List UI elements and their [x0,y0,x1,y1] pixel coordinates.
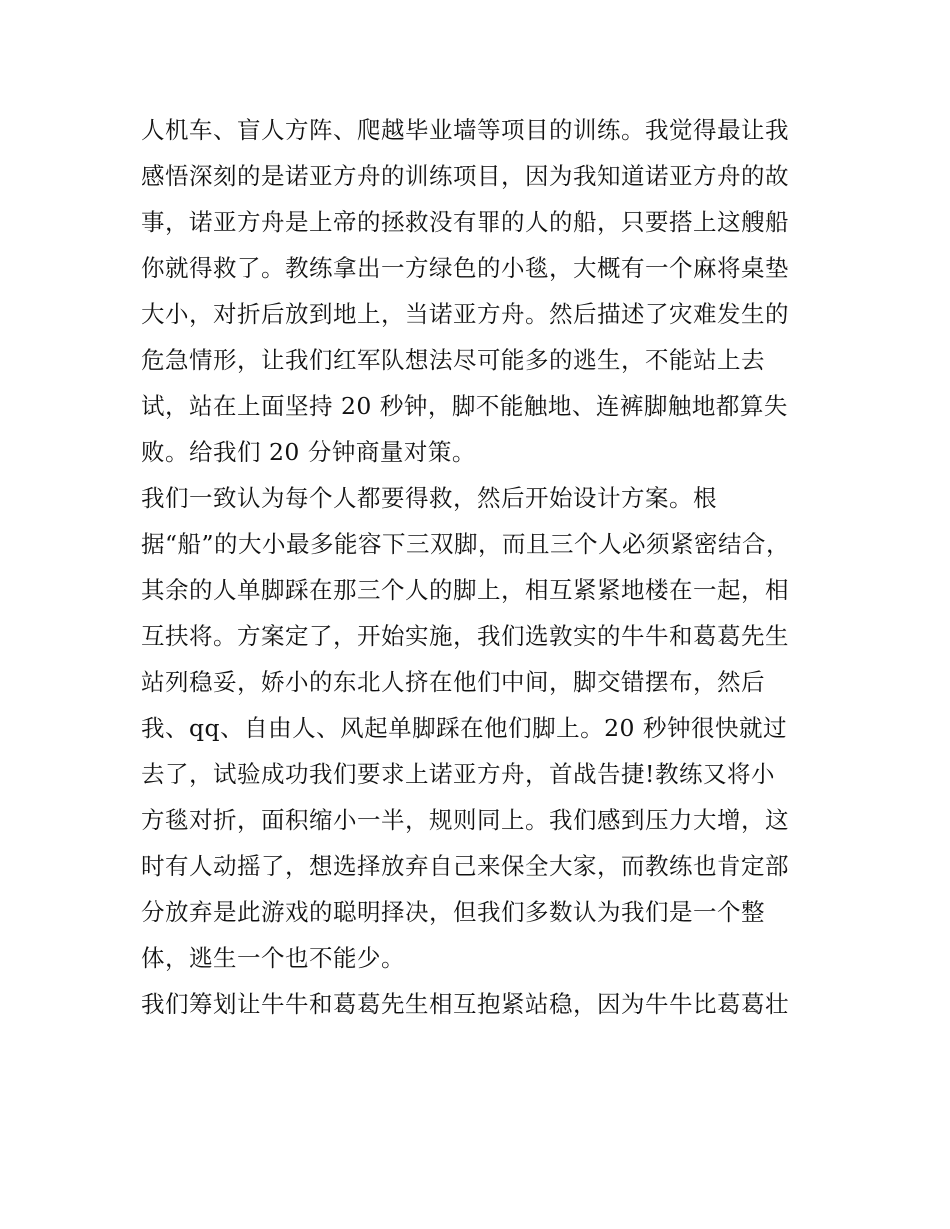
text-line: 人机车、盲人方阵、爬越毕业墙等项目的训练。我觉得最让我 [141,116,789,144]
text-line: 体，逃生一个也不能少。 [141,944,405,972]
text-line: 危急情形，让我们红军队想法尽可能多的逃生，不能站上去 [141,346,765,374]
text-line: 我们筹划让牛牛和葛葛先生相互抱紧站稳，因为牛牛比葛葛壮 [141,990,789,1018]
text-line: 试，站在上面坚持 20 秒钟，脚不能触地、连裤脚触地都算失 [141,392,788,420]
text-line: 你就得救了。教练拿出一方绿色的小毯，大概有一个麻将桌垫 [141,254,789,282]
text-line: 败。给我们 20 分钟商量对策。 [141,438,476,466]
text-line: 事，诺亚方舟是上帝的拯救没有罪的人的船，只要搭上这艘船 [141,208,789,236]
body-text [141,107,821,1027]
text-line: 我、qq、自由人、风起单脚踩在他们脚上。20 秒钟很快就过 [141,714,787,742]
text-line: 其余的人单脚踩在那三个人的脚上，相互紧紧地楼在一起，相 [141,576,789,604]
text-line: 大小，对折后放到地上，当诺亚方舟。然后描述了灾难发生的 [141,300,789,328]
text-line: 据“船”的大小最多能容下三双脚，而且三个人必须紧密结合， [141,530,791,558]
text-line: 感悟深刻的是诺亚方舟的训练项目，因为我知道诺亚方舟的故 [141,162,789,190]
text-line: 去了，试验成功我们要求上诺亚方舟，首战告捷!教练又将小 [141,760,775,788]
text-line: 分放弃是此游戏的聪明择决，但我们多数认为我们是一个整 [141,898,765,926]
text-line: 互扶将。方案定了，开始实施，我们选敦实的牛牛和葛葛先生 [141,622,789,650]
text-line: 时有人动摇了，想选择放弃自己来保全大家，而教练也肯定部 [141,852,789,880]
text-line: 方毯对折，面积缩小一半，规则同上。我们感到压力大增，这 [141,806,789,834]
text-line: 站列稳妥，娇小的东北人挤在他们中间，脚交错摆布，然后 [141,668,765,696]
text-line: 我们一致认为每个人都要得救，然后开始设计方案。根 [141,484,717,512]
